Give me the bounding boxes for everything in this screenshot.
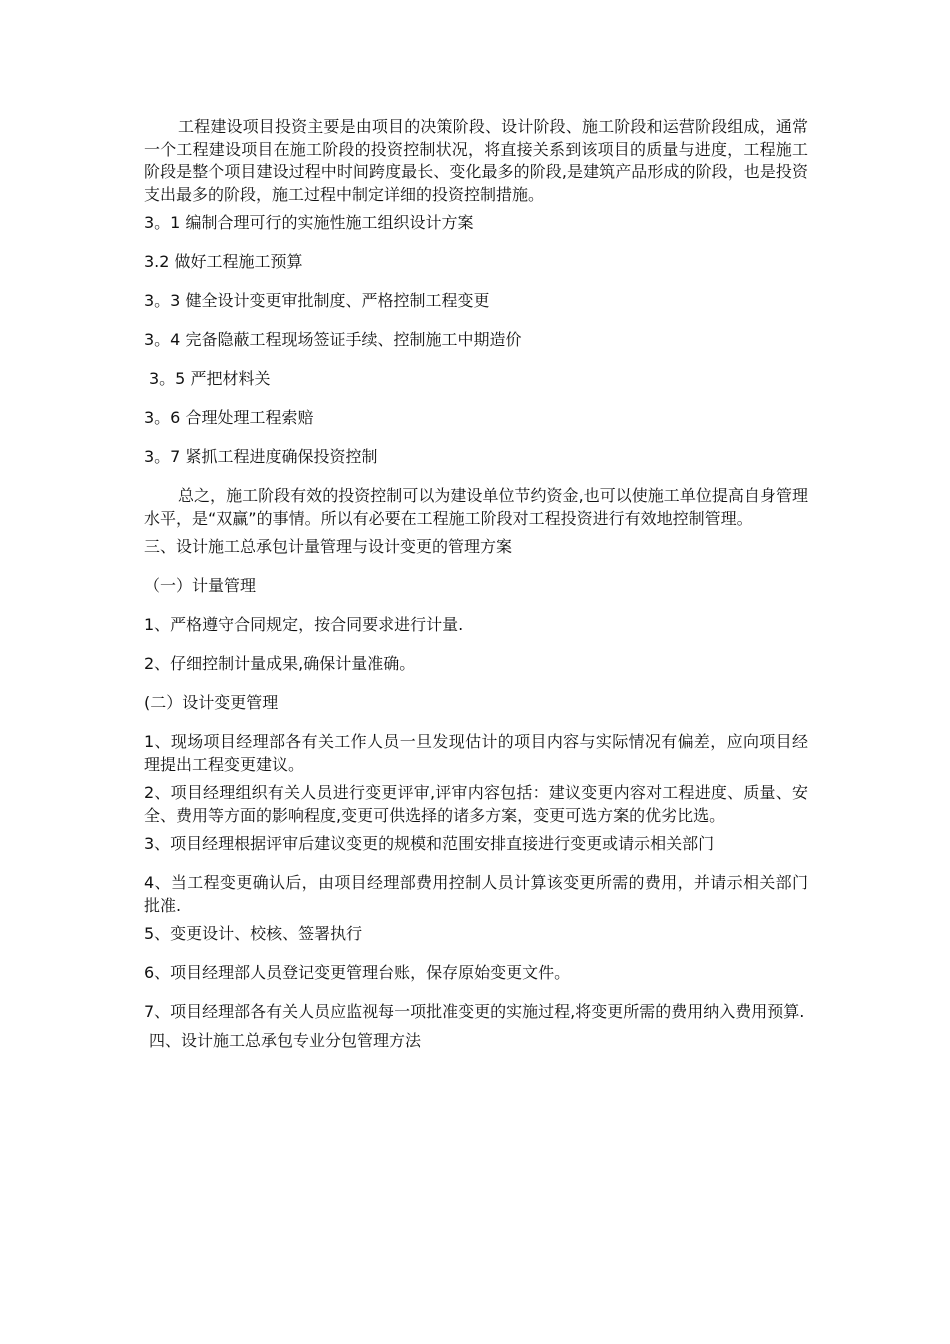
section-3-2: 3.2 做好工程施工预算 bbox=[144, 252, 303, 271]
section-3-4: 3。4 完备隐蔽工程现场签证手续、控制施工中期造价 bbox=[144, 330, 522, 349]
intro-paragraph: 工程建设项目投资主要是由项目的决策阶段、设计阶段、施工阶段和运营阶段组成，通常一个工程建设项目在施工阶段的投资控制状况，将直接关系到该项目的质量与进度，工程施工阶段是整个项目建设过程中时间跨度最长、变化最多的阶段,是建筑产品形成的阶段，也是投资支出最多的阶段，施工过程中制定详细的投资控制措施。 bbox=[144, 117, 808, 204]
change-item-2: 2、项目经理组织有关人员进行变更评审,评审内容包括：建议变更内容对工程进度、质量、安全、费用等方面的影响程度,变更可供选择的诸多方案，变更可选方案的优劣比选。 bbox=[144, 783, 808, 825]
heading-section-3: 三、设计施工总承包计量管理与设计变更的管理方案 bbox=[144, 537, 513, 556]
section-3-1: 3。1 编制合理可行的实施性施工组织设计方案 bbox=[144, 213, 474, 232]
measurement-item-1: 1、严格遵守合同规定，按合同要求进行计量. bbox=[144, 615, 464, 634]
section-3-7: 3。7 紧抓工程进度确保投资控制 bbox=[144, 447, 378, 466]
section-3-6: 3。6 合理处理工程索赔 bbox=[144, 408, 314, 427]
change-item-7: 7、项目经理部各有关人员应监视每一项批准变更的实施过程,将变更所需的费用纳入费用预算. bbox=[144, 1002, 805, 1021]
change-item-4: 4、当工程变更确认后，由项目经理部费用控制人员计算该变更所需的费用，并请示相关部门批准. bbox=[144, 873, 808, 915]
heading-section-4: 四、设计施工总承包专业分包管理方法 bbox=[149, 1030, 422, 1050]
change-item-3: 3、项目经理根据评审后建议变更的规模和范围安排直接进行变更或请示相关部门 bbox=[144, 834, 715, 853]
subheading-measurement: （一）计量管理 bbox=[144, 576, 257, 595]
change-item-6: 6、项目经理部人员登记变更管理台账，保存原始变更文件。 bbox=[144, 963, 571, 982]
subheading-design-change: (二）设计变更管理 bbox=[144, 693, 279, 712]
measurement-item-2: 2、仔细控制计量成果,确保计量准确。 bbox=[144, 654, 416, 673]
change-item-5: 5、变更设计、校核、签署执行 bbox=[144, 924, 363, 943]
summary-paragraph: 总之，施工阶段有效的投资控制可以为建设单位节约资金,也可以使施工单位提高自身管理水平，是“双赢”的事情。所以有必要在工程施工阶段对工程投资进行有效地控制管理。 bbox=[144, 486, 808, 528]
document-body bbox=[144, 116, 808, 1069]
change-item-1: 1、现场项目经理部各有关工作人员一旦发现估计的项目内容与实际情况有偏差，应向项目经理提出工程变更建议。 bbox=[144, 732, 808, 774]
section-3-3: 3。3 健全设计变更审批制度、严格控制工程变更 bbox=[144, 291, 490, 310]
section-3-5: 3。5 严把材料关 bbox=[149, 369, 271, 388]
